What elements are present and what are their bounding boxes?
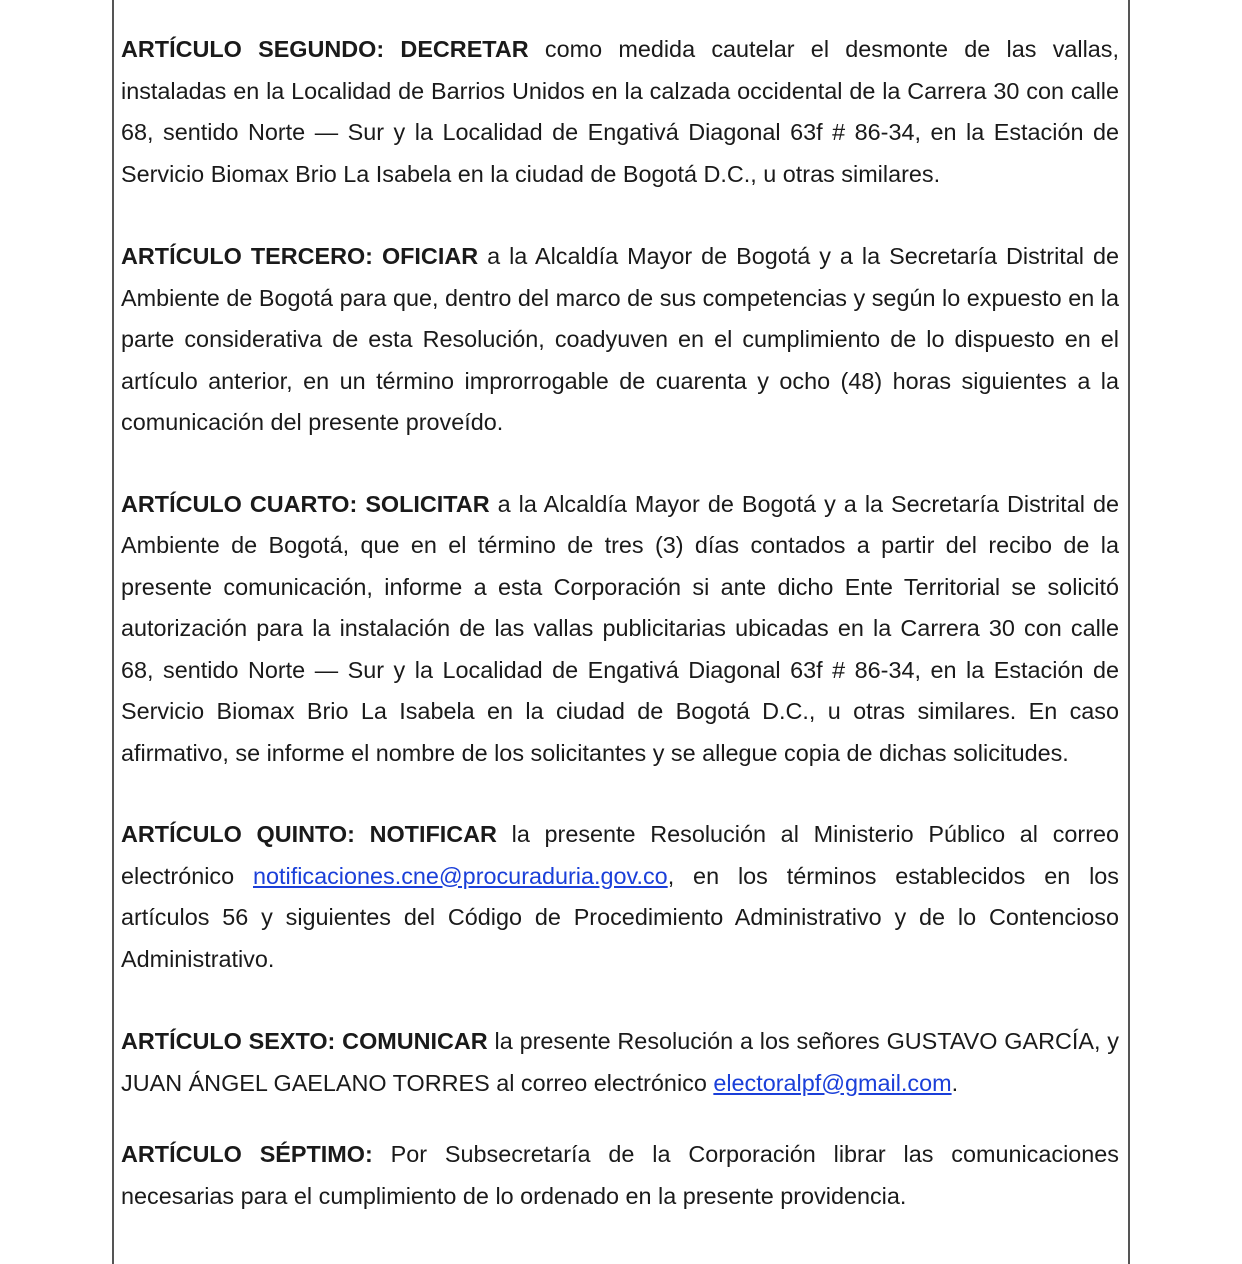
article-text: , en los términos establecidos en los artículos 56 y siguientes del Código de Procedimiento Administrativo y de lo Contencioso Administrativo. (121, 862, 1119, 972)
article-label: ARTÍCULO SEGUNDO: (121, 36, 385, 62)
article-tercero (121, 236, 1119, 444)
page-left-border (112, 0, 114, 1264)
article-text: Por Subsecretaría de la Corporación librar las comunicaciones necesarias para el cumplimiento de lo ordenado en la presente providencia. (121, 1141, 1119, 1209)
article-text: la presente Resolución a los señores GUSTAVO GARCÍA, y JUAN ÁNGEL GAELANO TORRES al correo electrónico (121, 1028, 1120, 1096)
page-right-border (1128, 0, 1130, 1264)
article-text: como medida cautelar el desmonte de las vallas, instaladas en la Localidad de Barrios Unidos en la calzada occidental de la Carrera 30 con calle 68, sentido Norte — Sur y la Localidad de Engativá Diagonal 63f # 86-34, en la Estación de Servicio Biomax Brio La Isabela en la ciudad de Bogotá D.C., u otras similares. (121, 36, 1119, 187)
article-label: ARTÍCULO QUINTO: (121, 821, 355, 847)
article-verb: SOLICITAR (365, 490, 490, 517)
article-label: ARTÍCULO SEXTO: (121, 1028, 336, 1054)
article-verb: DECRETAR (400, 36, 529, 62)
article-verb: NOTIFICAR (369, 821, 497, 847)
document-page (121, 29, 1119, 1217)
article-text: a la Alcaldía Mayor de Bogotá y a la Secretaría Distrital de Ambiente de Bogotá para que, dentro del marco de sus competencias y según lo expuesto en la parte considerativa de esta Resolución, coadyuven en el cumplimiento de lo dispuesto en el artículo anterior, en un término improrrogable de cuarenta y ocho (48) horas siguientes a la comunicación del presente proveído. (121, 243, 1119, 435)
article-label: ARTÍCULO CUARTO: (121, 490, 358, 517)
email-link-electoral[interactable]: electoralpf@gmail.com (713, 1069, 952, 1096)
article-cuarto (121, 484, 1119, 775)
article-text: a la Alcaldía Mayor de Bogotá y a la Secretaría Distrital de Ambiente de Bogotá, que en el término de tres (3) días contados a partir del recibo de la presente comunicación, informe a esta Corporación si ante dicho Ente Territorial se solicitó autorización para la instalación de las vallas publicitarias ubicadas en la Carrera 30 con calle 68, sentido Norte — Sur y la Localidad de Engativá Diagonal 63f # 86-34, en la Estación de Servicio Biomax Brio La Isabela en la ciudad de Bogotá D.C., u otras similares. En caso afirmativo, se informe el nombre de los solicitantes y se allegue copia de dichas solicitudes. (121, 490, 1119, 766)
article-quinto (121, 814, 1119, 980)
article-sexto (121, 1021, 1119, 1104)
article-verb: OFICIAR (381, 243, 479, 269)
article-label: ARTÍCULO SÉPTIMO: (121, 1141, 373, 1167)
article-label: ARTÍCULO TERCERO: (121, 243, 373, 269)
article-text: . (951, 1069, 959, 1096)
article-text: la presente Resolución al Ministerio Público al correo electrónico (121, 821, 1119, 889)
article-verb: COMUNICAR (342, 1028, 488, 1054)
article-septimo (121, 1134, 1119, 1217)
article-segundo (121, 29, 1119, 195)
email-link-procuraduria[interactable]: notificaciones.cne@procuraduria.gov.co (253, 862, 668, 889)
